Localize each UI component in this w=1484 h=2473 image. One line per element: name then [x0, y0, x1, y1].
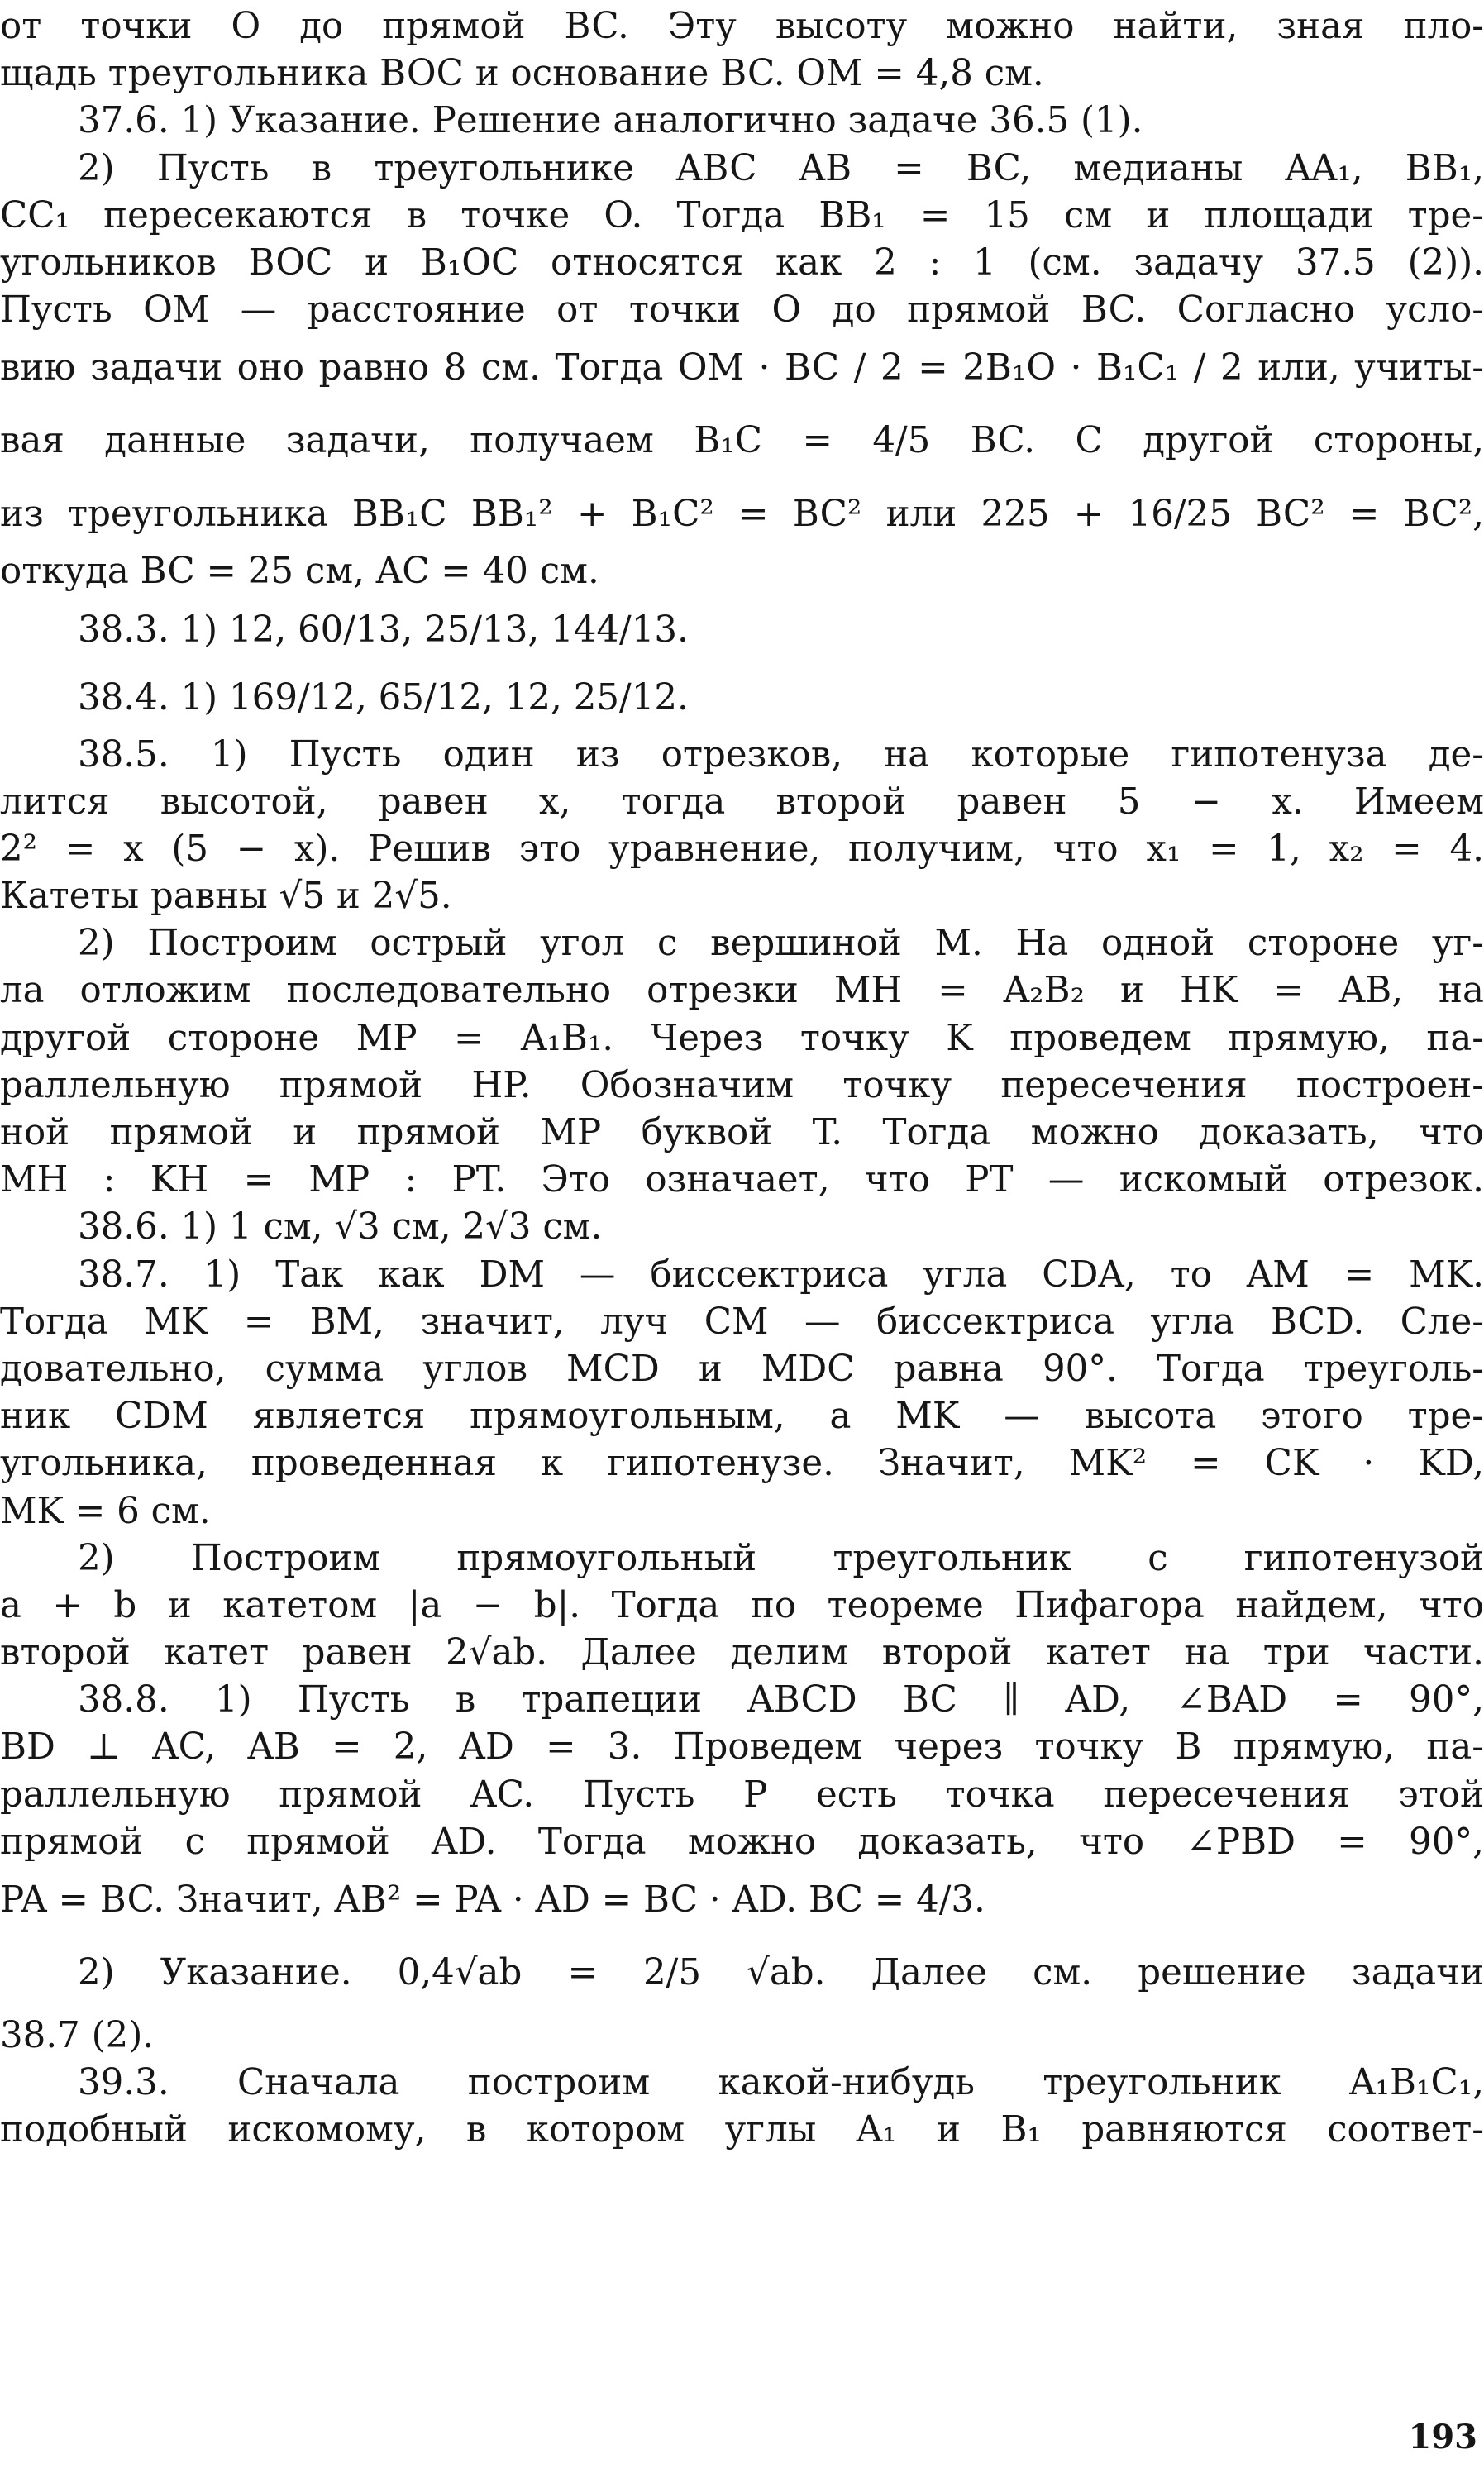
text-line: 37.6. 1) Указание. Решение аналогично задаче 36.5 (1). [78, 100, 1143, 142]
text-line: от точки O до прямой BC. Эту высоту можно найти, зная пло- [0, 6, 1484, 47]
text-line: 38.3. 1) 12, 60/13, 25/13, 144/13. [78, 609, 689, 651]
text-line: 38.5. 1) Пусть один из отрезков, на которые гипотенуза де- [78, 733, 1484, 776]
page-text [0, 3, 1484, 2155]
text-line: вию задачи оно равно 8 см. Тогда OM · BC / 2 = 2B₁O · B₁C₁ / 2 или, учиты- [0, 347, 1484, 389]
text-line: лится высотой, равен x, тогда второй равен 5 − x. Имеем [0, 781, 1484, 823]
text-line: из треугольника BB₁C BB₁² + B₁C² = BC² или 225 + 16/25 BC² = BC², [0, 494, 1484, 536]
text-line: 2² = x (5 − x). Решив это уравнение, получим, что x₁ = 1, x₂ = 4. [0, 828, 1484, 870]
text-line: 38.8. 1) Пусть в трапеции ABCD BC ∥ AD, ∠BAD = 90°, [78, 1679, 1484, 1721]
text-line: угольника, проведенная к гипотенузе. Значит, MK² = CK · KD, [0, 1443, 1484, 1485]
text-line: второй катет равен 2√ab. Далее делим второй катет на три части. [0, 1632, 1484, 1674]
text-line: CC₁ пересекаются в точке O. Тогда BB₁ = 15 см и площади тре- [0, 194, 1484, 236]
text-line: другой стороне MP = A₁B₁. Через точку K проведем прямую, па- [0, 1017, 1484, 1059]
text-line: вая данные задачи, получаем B₁C = 4/5 BC. С другой стороны, [0, 420, 1484, 462]
text-line: Тогда MK = BM, значит, луч CM — биссектриса угла BCD. Сле- [0, 1301, 1484, 1343]
text-line: откуда BC = 25 см, AC = 40 см. [0, 551, 599, 593]
text-line: MH : KH = MP : PT. Это означает, что PT — искомый отрезок. [0, 1159, 1484, 1201]
text-line: раллельную прямой AC. Пусть P есть точка пересечения этой [0, 1774, 1484, 1816]
text-line: Катеты равны √5 и 2√5. [0, 876, 452, 918]
text-line: PA = BC. Значит, AB² = PA · AD = BC · AD. BC = 4/3. [0, 1879, 985, 1921]
page-number: 193 [1408, 2418, 1477, 2456]
text-line: 38.4. 1) 169/12, 65/12, 12, 25/12. [78, 676, 689, 719]
text-line: ной прямой и прямой MP буквой T. Тогда можно доказать, что [0, 1112, 1484, 1153]
text-line: BD ⊥ AC, AB = 2, AD = 3. Проведем через точку B прямую, па- [0, 1726, 1484, 1769]
text-line: прямой с прямой AD. Тогда можно доказать, что ∠PBD = 90°, [0, 1821, 1484, 1863]
text-line: раллельную прямой HP. Обозначим точку пересечения построен- [0, 1064, 1484, 1106]
text-line: 2) Построим острый угол с вершиной M. На одной стороне уг- [78, 923, 1484, 965]
text-line: MK = 6 см. [0, 1490, 211, 1532]
text-line: щадь треугольника BOC и основание BC. OM = 4,8 см. [0, 53, 1044, 95]
text-line: 38.7. 1) Так как DM — биссектриса угла CDA, то AM = MK. [78, 1253, 1484, 1296]
text-line: подобный искомому, в котором углы A₁ и B₁ равняются соответ- [0, 2109, 1484, 2151]
text-line: 38.7 (2). [0, 2015, 155, 2056]
text-line: ник CDM является прямоугольным, а MK — высота этого тре- [0, 1396, 1484, 1438]
text-line: довательно, сумма углов MCD и MDC равна 90°. Тогда треуголь- [0, 1348, 1484, 1390]
text-line: угольников BOC и B₁OC относятся как 2 : 1 (см. задачу 37.5 (2)). [0, 241, 1484, 284]
text-line: a + b и катетом |a − b|. Тогда по теореме Пифагора найдем, что [0, 1584, 1484, 1626]
text-line: 39.3. Сначала построим какой-нибудь треугольник A₁B₁C₁, [78, 2062, 1484, 2104]
text-line: 2) Пусть в треугольнике ABC AB = BC, медианы AA₁, BB₁, [78, 147, 1484, 189]
text-line: 2) Указание. 0,4√ab = 2/5 √ab. Далее см. решение задачи [78, 1952, 1484, 1993]
text-line: Пусть OM — расстояние от точки O до прямой BC. Согласно усло- [0, 289, 1484, 332]
text-line: 38.6. 1) 1 см, √3 см, 2√3 см. [78, 1206, 603, 1248]
text-line: 2) Построим прямоугольный треугольник с гипотенузой [78, 1537, 1484, 1579]
text-line: ла отложим последовательно отрезки MH = A₂B₂ и HK = AB, на [0, 970, 1484, 1012]
